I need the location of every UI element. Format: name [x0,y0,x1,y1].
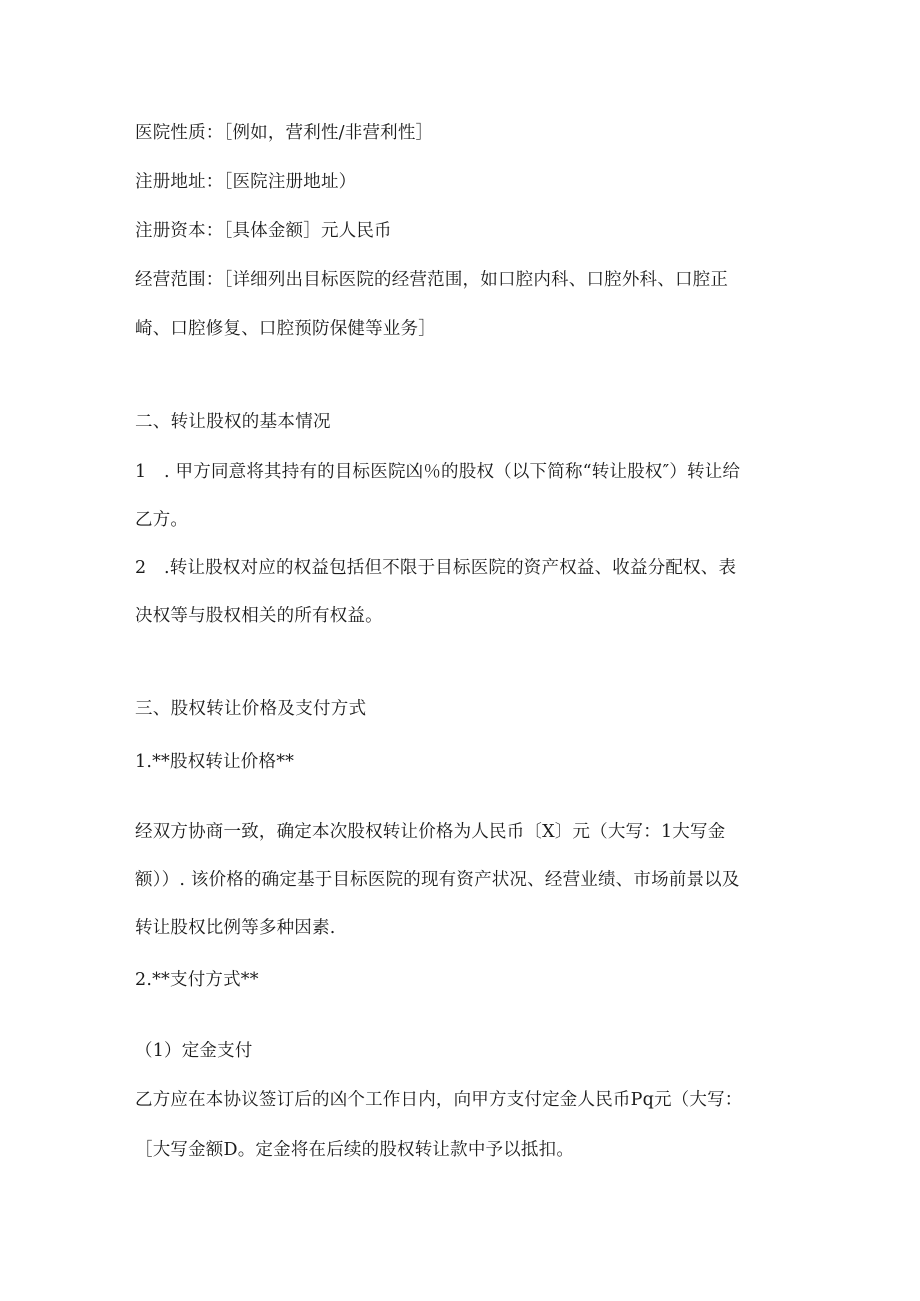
registered-address-line: 注册地址：［医院注册地址） [135,172,357,192]
price-subheading: 1.**股权转让价格** [135,752,295,772]
section-3-heading: 三、股权转让价格及支付方式 [135,699,367,719]
section-2-heading: 二、转让股权的基本情况 [135,412,331,432]
section-2-item-2-line-2: 决权等与股权相关的所有权益。 [135,606,383,626]
section-2-item-2-line-1: 2 .转让股权对应的权益包括但不限于目标医院的资产权益、收益分配权、表 [135,558,737,578]
price-line-1: 经双方协商一致，确定本次股权转让价格为人民币〔X〕元（大写：1大写金 [135,822,726,842]
deposit-line-1: 乙方应在本协议签订后的凶个工作日内，向甲方支付定金人民币Pq元（大写： [135,1090,743,1110]
business-scope-line-1: 经营范围：［详细列出目标医院的经营范围，如口腔内科、口腔外科、口腔正 [135,270,729,290]
business-scope-line-2: 崎、口腔修复、口腔预防保健等业务］ [135,319,436,339]
price-line-3: 转让股权比例等多种因素. [135,918,336,938]
registered-capital-line: 注册资本：［具体金额］元人民币 [135,221,392,241]
deposit-subheading: （1）定金支付 [135,1041,253,1061]
payment-subheading: 2.**支付方式** [135,970,259,990]
section-2-item-1-line-1: 1 . 甲方同意将其持有的目标医院凶％的股权（以下简称“转让股权″）转让给 [135,462,741,482]
deposit-line-2: ［大写金额D。定金将在后续的股权转让款中予以抵扣。 [135,1140,575,1160]
hospital-nature-line: 医院性质：［例如，营利性/非营利性］ [135,123,434,143]
price-line-2: 额））. 该价格的确定基于目标医院的现有资产状况、经营业绩、市场前景以及 [135,870,740,890]
section-2-item-1-line-2: 乙方。 [135,510,189,530]
